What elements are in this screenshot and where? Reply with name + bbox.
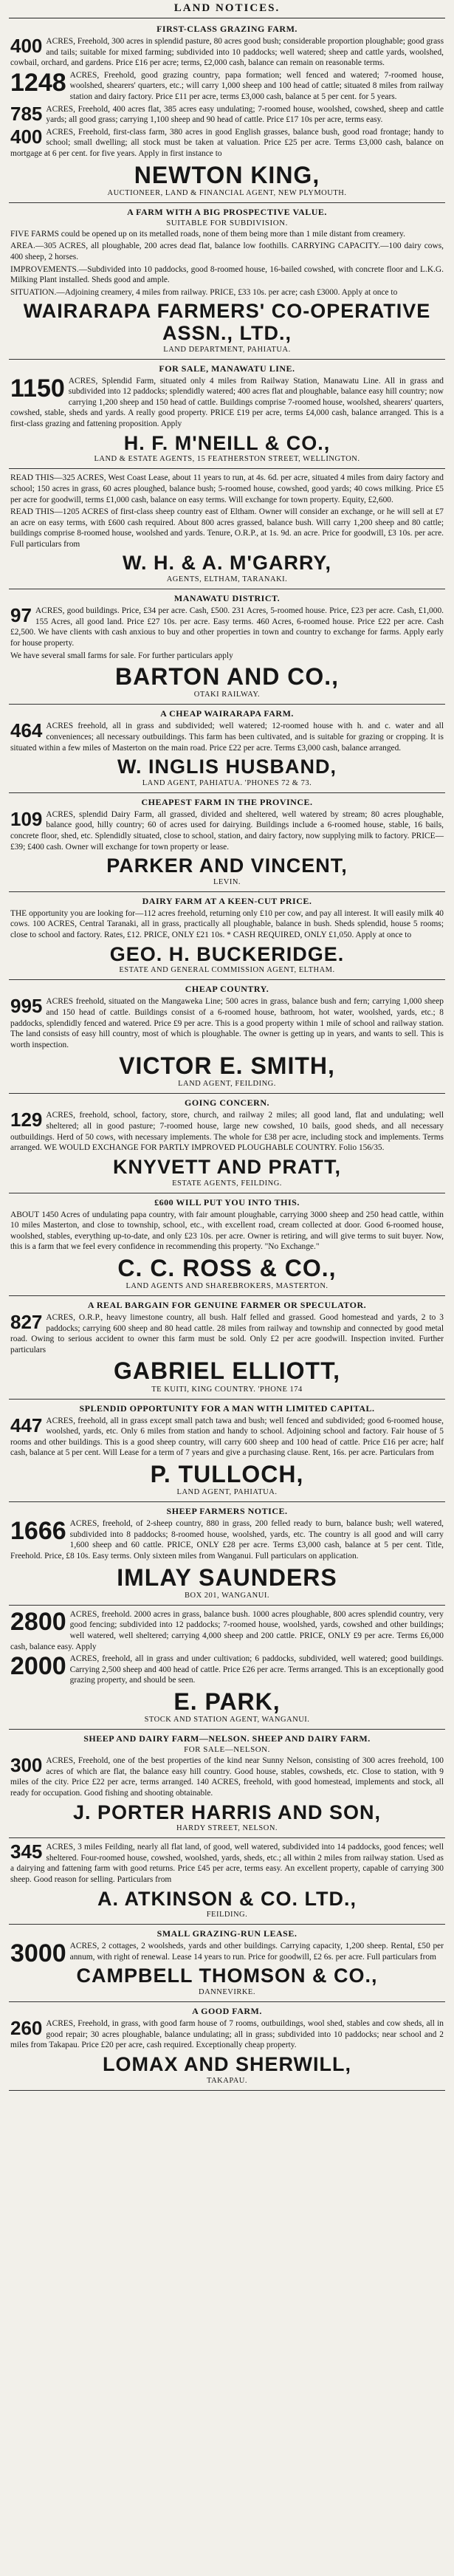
ad-body: [10, 1110, 444, 1153]
ad-body: [10, 996, 444, 1050]
ad-paragraph: [10, 2018, 444, 2051]
advertisement: [9, 705, 445, 792]
ad-text: ACRES, Splendid Farm, situated only 4 miles from Railway Station, Manawatu Line. All in grass and subdivided into 12 paddocks; splendidly watered; 400 acres flat and ploughable, balance easy hill country; now carrying 1,200 sheep and 150 head of cattle. Buildings comprise 7-roomed house, woolshed, shearers' quarters, cowshed, stable, sheds and yards. A really good property. PRICE £19 per acre, terms £4,000 cash, balance arranged. This is a first-class grazing and fattening proposition. Apply: [10, 376, 444, 429]
ad-paragraph: [10, 127, 444, 160]
ad-text: ACRES, freehold, all in grass except small patch tawa and bush; well fenced and subdivided; good 6-roomed house, woolshed, yards, etc. Only 6 miles from station and handy to school. Adjoining school and factory. Fair house of 5 rooms and other buildings. This is a good sheep country, will carry 600 sheep and 100 head of cattle. Price £16 per acre; half cash, balance at 5 per cent. Will Lease for a term of 7 years and give a purchasing clause. Rent, 16s. per acre. Particulars from: [10, 1416, 444, 1458]
ad-text: ACRES, freehold, school, factory, store, church, and railway 2 miles; all good land, flat and undulating; well sheltered; all in good pasture; 7-roomed house, large new cowshed, 10 bails, good sheds, and all necessary outbuildings. Herd of 50 cows, with necessary implements. The whole for £38 per acre, including stock and implements. Terms arranged. WE WOULD EXCHANGE FOR PARTLY IMPROVED PLOUGHABLE COUNTRY. Folio 156/35.: [10, 1111, 444, 1153]
agent-name: BARTON AND CO.,: [115, 663, 339, 691]
acreage-figure: 1666: [10, 1517, 66, 1546]
agent-name: A. ATKINSON & CO. LTD.,: [97, 1887, 357, 1910]
advertisement: [9, 1730, 445, 1838]
advertisement: [9, 1502, 445, 1606]
ad-body: [10, 1609, 444, 1686]
ad-paragraph: [10, 1110, 444, 1153]
agent-name: VICTOR E. SMITH,: [119, 1052, 335, 1080]
advertisement: [9, 892, 445, 980]
agent-address: TE KUITI, KING COUNTRY. 'PHONE 174: [151, 1385, 303, 1394]
ad-text: FIVE FARMS could be opened up on its metalled roads, none of them being more than 1 mile distant from creamery.: [10, 229, 405, 239]
advertisement: [9, 589, 445, 705]
ad-title: DAIRY FARM AT A KEEN-CUT PRICE.: [142, 895, 312, 906]
agent-name: W. INGLIS HUSBAND,: [117, 756, 337, 778]
ad-text: ACRES, Freehold, first-class farm, 380 acres in good English grasses, balance bush, good road frontage; handy to school; small dwelling; all stock must be taken at valuation. Price £25 per acre. Terms £3,000 cash, balance on mortgage at 6 per cent. for five years. Apply in first instance to: [10, 127, 444, 158]
ad-title: CHEAPEST FARM IN THE PROVINCE.: [141, 796, 313, 807]
ad-text: ACRES, Freehold, good grazing country, papa formation; well fenced and watered; 7-roomed house, woolshed, shearers' quarters, etc.; will carry 1,000 sheep and 100 head of cattle; situated 8 miles from railway station and dairy factory. Price £11 per acre, terms £3,000 cash, balance at 5 per cent. for 5 years.: [69, 70, 444, 101]
ad-title: SHEEP AND DAIRY FARM—NELSON. SHEEP AND DAIRY FARM.: [83, 1733, 371, 1744]
ad-subtitle: SUITABLE FOR SUBDIVISION.: [166, 218, 288, 227]
ad-text: ACRES, Freehold, one of the best properties of the kind near Sunny Nelson, consisting of 300 acres freehold, 100 acres of which are flat, the balance easy hill country. Good house, stables, cowsheds, etc. Close to station, with 9 miles of the city. Price £22 per acre, terms arranged. 140 ACRES, freehold, with good homestead, implements and stock, all ready for occupation. Good fishing and shooting obtainable.: [10, 1756, 444, 1798]
agent-address: LEVIN.: [213, 877, 241, 886]
ads-list: [9, 20, 445, 2091]
ad-paragraph: [10, 507, 444, 549]
ad-text: IMPROVEMENTS.—Subdivided into 10 paddocks, good 8-roomed house, 16-bailed cowshed, with concrete floor and L.K.G. Milking Plant installed. Sheds good and ample.: [10, 264, 444, 285]
ad-body: [10, 721, 444, 753]
agent-name: LOMAX AND SHERWILL,: [103, 2052, 351, 2075]
ad-paragraph: [10, 229, 444, 240]
advertisement: [9, 1094, 445, 1193]
agent-address: TAKAPAU.: [207, 2076, 247, 2085]
advertisement: [9, 1296, 445, 1400]
ad-text: ACRES, 3 miles Feilding, nearly all flat land, of good, well watered, subdivided into 14 paddocks, good fences; well sheltered. Four-roomed house, cowshed, woolshed, yards, sheds, etc.; all within 2 miles from railway station. Used as a dairying and fattening farm with good returns. Price £45 per acre, terms easy. An excellent property, capable of carrying 300 sheep. Good reason for selling. Particulars from: [10, 1843, 444, 1884]
ad-text: ABOUT 1450 Acres of undulating papa country, with fair amount ploughable, carrying 3000 sheep and 250 head cattle, within 10 miles Masterton, and close to township, school, etc., with excellent road, cream collected at door. Good 6-roomed house, woolshed, stables, everything up-to-date, and only £23 10s. per acre. Owner is retiring, and will give terms to suit buyer. Now, this is a farm that we feel every confidence in recommending this property. "No Exchange.": [10, 1210, 444, 1252]
agent-address: LAND AGENT, PAHIATUA.: [176, 1488, 278, 1497]
ad-paragraph: [10, 104, 444, 126]
ad-title: CHEAP COUNTRY.: [185, 984, 269, 995]
ad-text: ACRES, Freehold, in grass, with good farm house of 7 rooms, outbuildings, wool shed, stables and cow sheds, all in good repair; 30 acres ploughable, balance undulating; all in grass; subdivided into 10 paddocks; near school and 2 miles from Takapau. Price £20 per acre, cash required. Exceptionally cheap property.: [10, 2019, 444, 2050]
advertisement: [9, 1606, 445, 1730]
agent-name: CAMPBELL THOMSON & CO.,: [76, 1964, 378, 1987]
ad-text: ACRES, Freehold, 400 acres flat, 385 acres easy undulating; 7-roomed house, woolshed, cowshed, sheep and cattle yards; all good grass; carrying 1,100 sheep and 90 head of cattle. Price £17 10s per acre, terms easy.: [46, 104, 444, 125]
ad-paragraph: [10, 1654, 444, 1686]
agent-address: STOCK AND STATION AGENT, WANGANUI.: [144, 1716, 310, 1724]
acreage-figure: 400: [10, 35, 43, 57]
ad-paragraph: [10, 287, 444, 298]
ad-paragraph: [10, 809, 444, 852]
ad-paragraph: [10, 473, 444, 505]
ad-paragraph: [10, 721, 444, 753]
agent-name: W. H. & A. M'GARRY,: [123, 552, 331, 575]
ad-body: [10, 376, 444, 430]
ad-body: [10, 36, 444, 160]
acreage-figure: 1150: [10, 374, 65, 402]
agent-address: ESTATE AND GENERAL COMMISSION AGENT, ELTHAM.: [119, 966, 335, 975]
advertisement: [9, 793, 445, 892]
advertisement: [9, 2002, 445, 2090]
acreage-figure: 260: [10, 2017, 43, 2040]
ad-title: A REAL BARGAIN FOR GENUINE FARMER OR SPECULATOR.: [87, 1300, 367, 1311]
ad-text: ACRES freehold, all in grass and subdivided; well watered; 12-roomed house with h. and c. water and all conveniences; all necessary outbuildings. This farm has been cultivated, and is suitable for grazing or cropping. It is situated within a few miles of Masterton on the main road. Price £22 per acre. Terms £3,000 cash, balance arranged.: [10, 722, 444, 753]
advertisement: [9, 1400, 445, 1503]
ad-title: A FARM WITH A BIG PROSPECTIVE VALUE.: [127, 206, 327, 217]
agent-address: FEILDING.: [206, 1911, 248, 1919]
ad-text: READ THIS—325 ACRES, West Coast Lease, about 11 years to run, at 4s. 6d. per acre, situated 4 miles from dairy factory and school; 150 acres in grass, 60 acres ploughed, balance bush; 5-roomed house, cowshed, good yards; 40 cows milking. Price £5 per acre for goodwill, terms £1,000 cash, balance on easy terms. Will exchange for town property. Equity, £2,600.: [10, 473, 444, 504]
acreage-figure: 827: [10, 1311, 43, 1334]
ad-body: [10, 1755, 444, 1798]
ad-text: ACRES, good buildings. Price, £34 per acre. Cash, £500. 231 Acres, 5-roomed house. Price, £23 per acre. Cash, £1,000. 155 Acres, all good land. Price £27 10s. per acre. Easy terms. 460 Acres, 6-roomed house. Price £22 per acre. Cash £2,500. We have clients with cash anxious to buy and other properties in town and country to exchange for farms. Apply early for house property.: [10, 606, 444, 648]
agent-address: LAND AGENT, FEILDING.: [178, 1080, 276, 1089]
acreage-figure: 785: [10, 102, 43, 125]
agent-address: DANNEVIRKE.: [199, 1988, 255, 1997]
ad-paragraph: [10, 1312, 444, 1355]
ad-body: [10, 229, 444, 298]
ad-title: £600 WILL PUT YOU INTO THIS.: [154, 1196, 300, 1208]
ad-text: ACRES, freehold, all in grass and under cultivation; 6 paddocks, subdivided, well watered; good buildings. Carrying 2,500 sheep and 400 head of cattle. Price £26 per acre. Terms arranged. This is an exceptionally good grazing property, and should be seen.: [69, 1654, 444, 1685]
ad-text: AREA.—305 ACRES, all ploughable, 200 acres dead flat, balance low foothills. CARRYING CAPACITY.—100 dairy cows, 400 sheep, 2 horses.: [10, 242, 444, 261]
ad-text: ACRES, freehold. 2000 acres in grass, balance bush. 1000 acres ploughable, 800 acres splendid country, very good fencing; subdivided into 12 paddocks; 7-roomed house, woolshed, yards, cowshed and other buildings; well watered, well sheltered; carrying 4,000 sheep and 200 cattle. PRICE, ONLY £9 per acre. Terms £6,000 cash, balance easy. Apply: [10, 1609, 444, 1651]
ad-text: THE opportunity you are looking for—112 acres freehold, returning only £10 per cow, and pay all interest. It will easily milk 40 cows. 100 ACRES, Central Taranaki, all in grass, practically all ploughable, balance in bush. Sheds splendid, house 5 rooms; close to school and factory. Rates, £12. PRICE, ONLY £21 10s. * CASH REQUIRED, ONLY £1,050. Apply at once to: [10, 908, 444, 940]
ad-paragraph: [10, 1518, 444, 1561]
ad-paragraph: [10, 1755, 444, 1798]
ad-paragraph: [10, 1609, 444, 1652]
ad-body: [10, 1939, 444, 1968]
acreage-figure: 2800: [10, 1607, 66, 1636]
acreage-figure: 1248: [10, 68, 66, 97]
ad-paragraph: [10, 1416, 444, 1459]
ad-text: ACRES, Freehold, 300 acres in splendid pasture, 80 acres good bush; considerable proportion ploughable; good grass and tails; suitable for mixed farming; subdivided into 10 paddocks; well watered; sheep and cattle yards, woolshed, cowbail, orchard, and gardens. Price £16 per acre; terms, £2,000 cash, balance can remain on reasonable terms.: [10, 37, 444, 68]
ad-title: SHEEP FARMERS NOTICE.: [166, 1506, 288, 1517]
ad-paragraph: [10, 36, 444, 69]
agent-address: LAND AGENTS AND SHAREBROKERS, MASTERTON.: [125, 1282, 329, 1291]
agent-name: WAIRARAPA FARMERS' CO-OPERATIVE ASSN., LTD.,: [23, 300, 431, 344]
agent-name: GEO. H. BUCKERIDGE.: [109, 942, 345, 965]
agent-address: AGENTS, ELTHAM, TARANAKI.: [166, 575, 288, 584]
advertisement: [9, 1193, 445, 1297]
agent-name: PARKER AND VINCENT,: [106, 854, 348, 877]
ad-title: SPLENDID OPPORTUNITY FOR A MAN WITH LIMITED CAPITAL.: [79, 1402, 375, 1414]
agent-name: NEWTON KING,: [134, 161, 320, 188]
agent-name: P. TULLOCH,: [150, 1461, 304, 1488]
agent-name: C. C. ROSS & CO.,: [117, 1254, 337, 1281]
acreage-figure: 447: [10, 1414, 43, 1436]
acreage-figure: 995: [10, 995, 43, 1018]
agent-name: J. PORTER HARRIS AND SON,: [72, 1801, 382, 1823]
acreage-figure: 300: [10, 1754, 43, 1777]
ad-title: GOING CONCERN.: [184, 1097, 269, 1109]
agent-address: LAND DEPARTMENT, PAHIATUA.: [163, 345, 291, 354]
acreage-figure: 97: [10, 604, 32, 627]
ad-paragraph: [10, 606, 444, 648]
ad-paragraph: [10, 1939, 444, 1968]
ad-paragraph: [10, 1210, 444, 1253]
ad-body: [10, 1312, 444, 1355]
ad-text: ACRES, O.R.P., heavy limestone country, all bush. Half felled and grassed. Good homestead and yards, 2 to 3 paddocks; carrying 600 sheep and 80 head cattle. 28 miles from railway and township and connected by good metal road. Owing to serious accident to owner this farm must be sold. Only £2 per acre goodwill. Inspection invited. Further particulars: [10, 1313, 444, 1354]
agent-name: GABRIEL ELLIOTT,: [114, 1357, 340, 1385]
ad-paragraph: [10, 1842, 444, 1885]
acreage-figure: 109: [10, 807, 43, 830]
advertisement: [9, 20, 445, 203]
ad-title: FOR SALE, MANAWATU LINE.: [159, 363, 295, 374]
ad-text: READ THIS—1205 ACRES of first-class sheep country east of Eltham. Owner will consider an exchange, or he will sell at £7 an acre on easy terms, with £600 cash required. About 800 acres grassed, balance bush. Will carry 1,200 sheep and 80 cattle; buildings comprise 8-roomed house, woolshed and yards. Tenure, O.R.P., at 1s. 9d. an acre. Price for goodwill, £3 10s. per acre. Full particulars from: [10, 507, 444, 549]
agent-address: HARDY STREET, NELSON.: [176, 1824, 278, 1833]
ad-body: [10, 606, 444, 661]
acreage-figure: 129: [10, 1109, 43, 1131]
advertisement: [9, 1838, 445, 1925]
advertisement: [9, 1925, 445, 2002]
agent-address: OTAKI RAILWAY.: [193, 691, 261, 699]
ad-body: [10, 2018, 444, 2051]
ad-body: [10, 1842, 444, 1885]
ad-title: A GOOD FARM.: [192, 2006, 262, 2017]
ad-text: ACRES, freehold, of 2-sheep country, 880 in grass, 200 felled ready to burn, balance bush; well watered, subdivided into 8 paddocks; 8-roomed house, woolshed, yards, etc. The country is all good and will carry 1,600 sheep and 60 cattle. PRICE, ONLY £28 per acre. Terms £3,000 cash, balance at 5 per cent. Title, Freehold. Price, £8 10s. Easy terms. Only sixteen miles from Wanganui. Full particulars on application.: [10, 1519, 444, 1561]
agent-name: E. PARK,: [173, 1688, 281, 1715]
ad-body: [10, 809, 444, 852]
ad-paragraph: [10, 651, 444, 662]
acreage-figure: 345: [10, 1840, 43, 1863]
ad-body: [10, 473, 444, 549]
advertisement: [9, 360, 445, 470]
ad-text: ACRES freehold, situated on the Mangaweka Line; 500 acres in grass, balance bush and fern; carrying 1,000 sheep and 150 head of cattle. Buildings consist of a 6-roomed house, bathroom, hot water, woolshed, yards, etc.; 8 paddocks, splendidly fenced and watered. Price £9 per acre. This is a good property within 1 mile of school and railway station. The land consists of easy hill country, most of which is ploughable. The owner is getting up in years, and wants to sell. This is worth inspection.: [10, 997, 444, 1049]
ad-paragraph: [10, 376, 444, 430]
ad-text: We have several small farms for sale. For further particulars apply: [10, 651, 233, 660]
agent-name: KNYVETT AND PRATT,: [112, 1155, 341, 1178]
ad-title: A CHEAP WAIRARAPA FARM.: [160, 708, 294, 719]
ad-text: SITUATION.—Adjoining creamery, 4 miles from railway. PRICE, £33 10s. per acre; cash £3000. Apply at once to: [10, 287, 398, 297]
ad-paragraph: [10, 241, 444, 262]
acreage-figure: 400: [10, 125, 43, 148]
ad-text: ACRES, splendid Dairy Farm, all grassed, divided and sheltered, well watered by stream; 80 acres ploughable, balance good, hilly country; 60 of acres used for dairying. Buildings include a 6-roomed house, stable, 16 bails, concrete floor, shed, etc. Splendidly situated, close to school, station, and dairy factory, now supplying milk to factory. PRICE—£39; £400 cash. Owner will exchange for town property or lease.: [10, 809, 444, 852]
agent-address: BOX 201, WANGANUI.: [185, 1591, 269, 1600]
ad-body: [10, 1210, 444, 1253]
ad-paragraph: [10, 908, 444, 941]
ad-paragraph: [10, 70, 444, 103]
ad-paragraph: [10, 996, 444, 1050]
ad-body: [10, 908, 444, 941]
ad-title: FIRST-CLASS GRAZING FARM.: [157, 24, 297, 34]
advertisement: [9, 203, 445, 360]
agent-address: ESTATE AGENTS, FEILDING.: [172, 1179, 282, 1188]
ad-title: MANAWATU DISTRICT.: [173, 593, 281, 604]
acreage-figure: 3000: [10, 1939, 66, 1968]
acreage-figure: 2000: [10, 1652, 66, 1681]
ad-body: [10, 1518, 444, 1561]
ad-paragraph: [10, 264, 444, 286]
agent-address: LAND AGENT, PAHIATUA. 'PHONES 72 & 73.: [142, 778, 312, 787]
agent-address: LAND & ESTATE AGENTS, 15 FEATHERSTON STREET, WELLINGTON.: [94, 455, 360, 464]
acreage-figure: 464: [10, 719, 43, 742]
ad-subtitle: FOR SALE—NELSON.: [184, 1745, 270, 1755]
agent-address: AUCTIONEER, LAND & FINANCIAL AGENT, NEW PLYMOUTH.: [107, 188, 347, 197]
ad-text: ACRES, 2 cottages, 2 woolsheds, yards and other buildings. Carrying capacity, 1,200 sheep. Rental, £50 per annum, with right of renewal. Lease 14 years to run. Price for goodwill, £2 6s. per acre. Full particulars from: [69, 1942, 444, 1962]
advertisement: [9, 469, 445, 589]
ad-body: [10, 1416, 444, 1459]
ad-title: SMALL GRAZING-RUN LEASE.: [157, 1928, 297, 1939]
section-header: LAND NOTICES.: [173, 2, 281, 14]
advertisement: [9, 980, 445, 1094]
agent-name: H. F. M'NEILL & CO.,: [123, 431, 331, 454]
agent-name: IMLAY SAUNDERS: [117, 1563, 337, 1591]
